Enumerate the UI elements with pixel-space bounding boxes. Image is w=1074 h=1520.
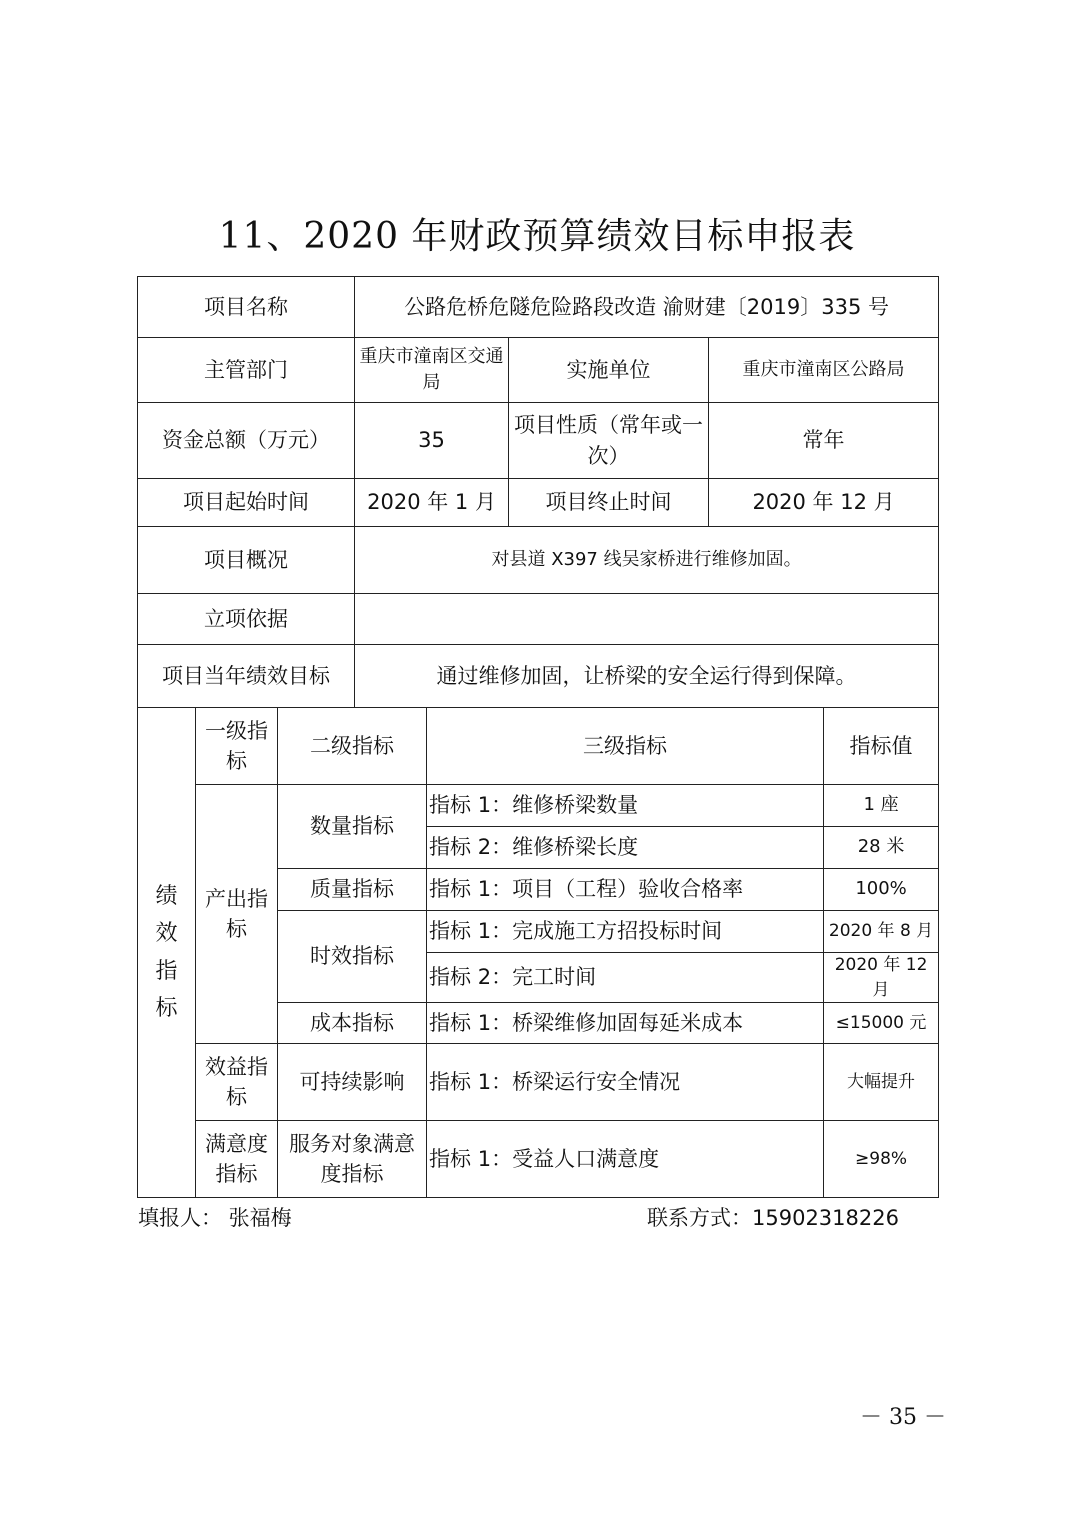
row-time (138, 479, 939, 527)
output-label: 产出指标 (196, 785, 278, 1044)
indicator-name: 指标 1：维修桥梁数量 (427, 785, 824, 827)
indicator-name: 指标 1：项目（工程）验收合格率 (427, 869, 824, 911)
header-level2: 二级指标 (278, 708, 427, 785)
project-name-label: 项目名称 (138, 277, 355, 338)
header-level1: 一级指标 (196, 708, 278, 785)
sustain-label: 可持续影响 (278, 1044, 427, 1121)
quality-label: 质量指标 (278, 869, 427, 911)
indicator-value: 2020 年 12 月 (824, 953, 939, 1003)
indicator-name: 指标 1：桥梁维修加固每延米成本 (427, 1003, 824, 1044)
service-label: 服务对象满意度指标 (278, 1121, 427, 1198)
indicator-value: ≥98% (824, 1121, 939, 1198)
goal-label: 项目当年绩效目标 (138, 645, 355, 708)
project-name-value: 公路危桥危隧危险路段改造 渝财建〔2019〕335 号 (355, 277, 939, 338)
row-overview (138, 527, 939, 594)
start-value: 2020 年 1 月 (355, 479, 509, 527)
overview-label: 项目概况 (138, 527, 355, 594)
basis-value (355, 594, 939, 645)
goal-value: 通过维修加固，让桥梁的安全运行得到保障。 (355, 645, 939, 708)
nature-value: 常年 (709, 403, 939, 479)
unit-value: 重庆市潼南区公路局 (709, 338, 939, 403)
row-project-name (138, 277, 939, 338)
row-goal (138, 645, 939, 708)
filler-info: 填报人： 张福梅 (138, 1206, 292, 1230)
contact-info: 联系方式：15902318226 (647, 1206, 899, 1230)
indicator-value: 大幅提升 (824, 1044, 939, 1121)
dept-value: 重庆市潼南区交通局 (355, 338, 509, 403)
satisfaction-label: 满意度指标 (196, 1121, 278, 1198)
indicator-name: 指标 1：完成施工方招投标时间 (427, 911, 824, 953)
end-label: 项目终止时间 (509, 479, 709, 527)
indicator-name: 指标 1：受益人口满意度 (427, 1121, 824, 1198)
nature-label: 项目性质（常年或一次） (509, 403, 709, 479)
header-level3: 三级指标 (427, 708, 824, 785)
table-row (138, 1121, 939, 1198)
header-value: 指标值 (824, 708, 939, 785)
page-number: － 35 － (860, 1405, 946, 1430)
indicator-name: 指标 2：完工时间 (427, 953, 824, 1003)
fund-label: 资金总额（万元） (138, 403, 355, 479)
row-fund (138, 403, 939, 479)
indicator-name: 指标 2：维修桥梁长度 (427, 827, 824, 869)
budget-form-table (137, 276, 939, 1198)
indicator-name: 指标 1：桥梁运行安全情况 (427, 1044, 824, 1121)
row-basis (138, 594, 939, 645)
row-indicator-header (138, 708, 939, 785)
section-label-performance: 绩效指标 (138, 708, 196, 1198)
overview-value: 对县道 X397 线吴家桥进行维修加固。 (355, 527, 939, 594)
indicator-value: ≤15000 元 (824, 1003, 939, 1044)
indicator-value: 1 座 (824, 785, 939, 827)
page-title: 11、2020 年财政预算绩效目标申报表 (218, 216, 856, 257)
dept-label: 主管部门 (138, 338, 355, 403)
quantity-label: 数量指标 (278, 785, 427, 869)
indicator-value: 100% (824, 869, 939, 911)
fund-value: 35 (355, 403, 509, 479)
table-row (138, 1044, 939, 1121)
unit-label: 实施单位 (509, 338, 709, 403)
end-value: 2020 年 12 月 (709, 479, 939, 527)
timeliness-label: 时效指标 (278, 911, 427, 1003)
start-label: 项目起始时间 (138, 479, 355, 527)
basis-label: 立项依据 (138, 594, 355, 645)
table-row (138, 785, 939, 827)
indicator-value: 2020 年 8 月 (824, 911, 939, 953)
indicator-value: 28 米 (824, 827, 939, 869)
row-dept (138, 338, 939, 403)
benefit-label: 效益指标 (196, 1044, 278, 1121)
cost-label: 成本指标 (278, 1003, 427, 1044)
